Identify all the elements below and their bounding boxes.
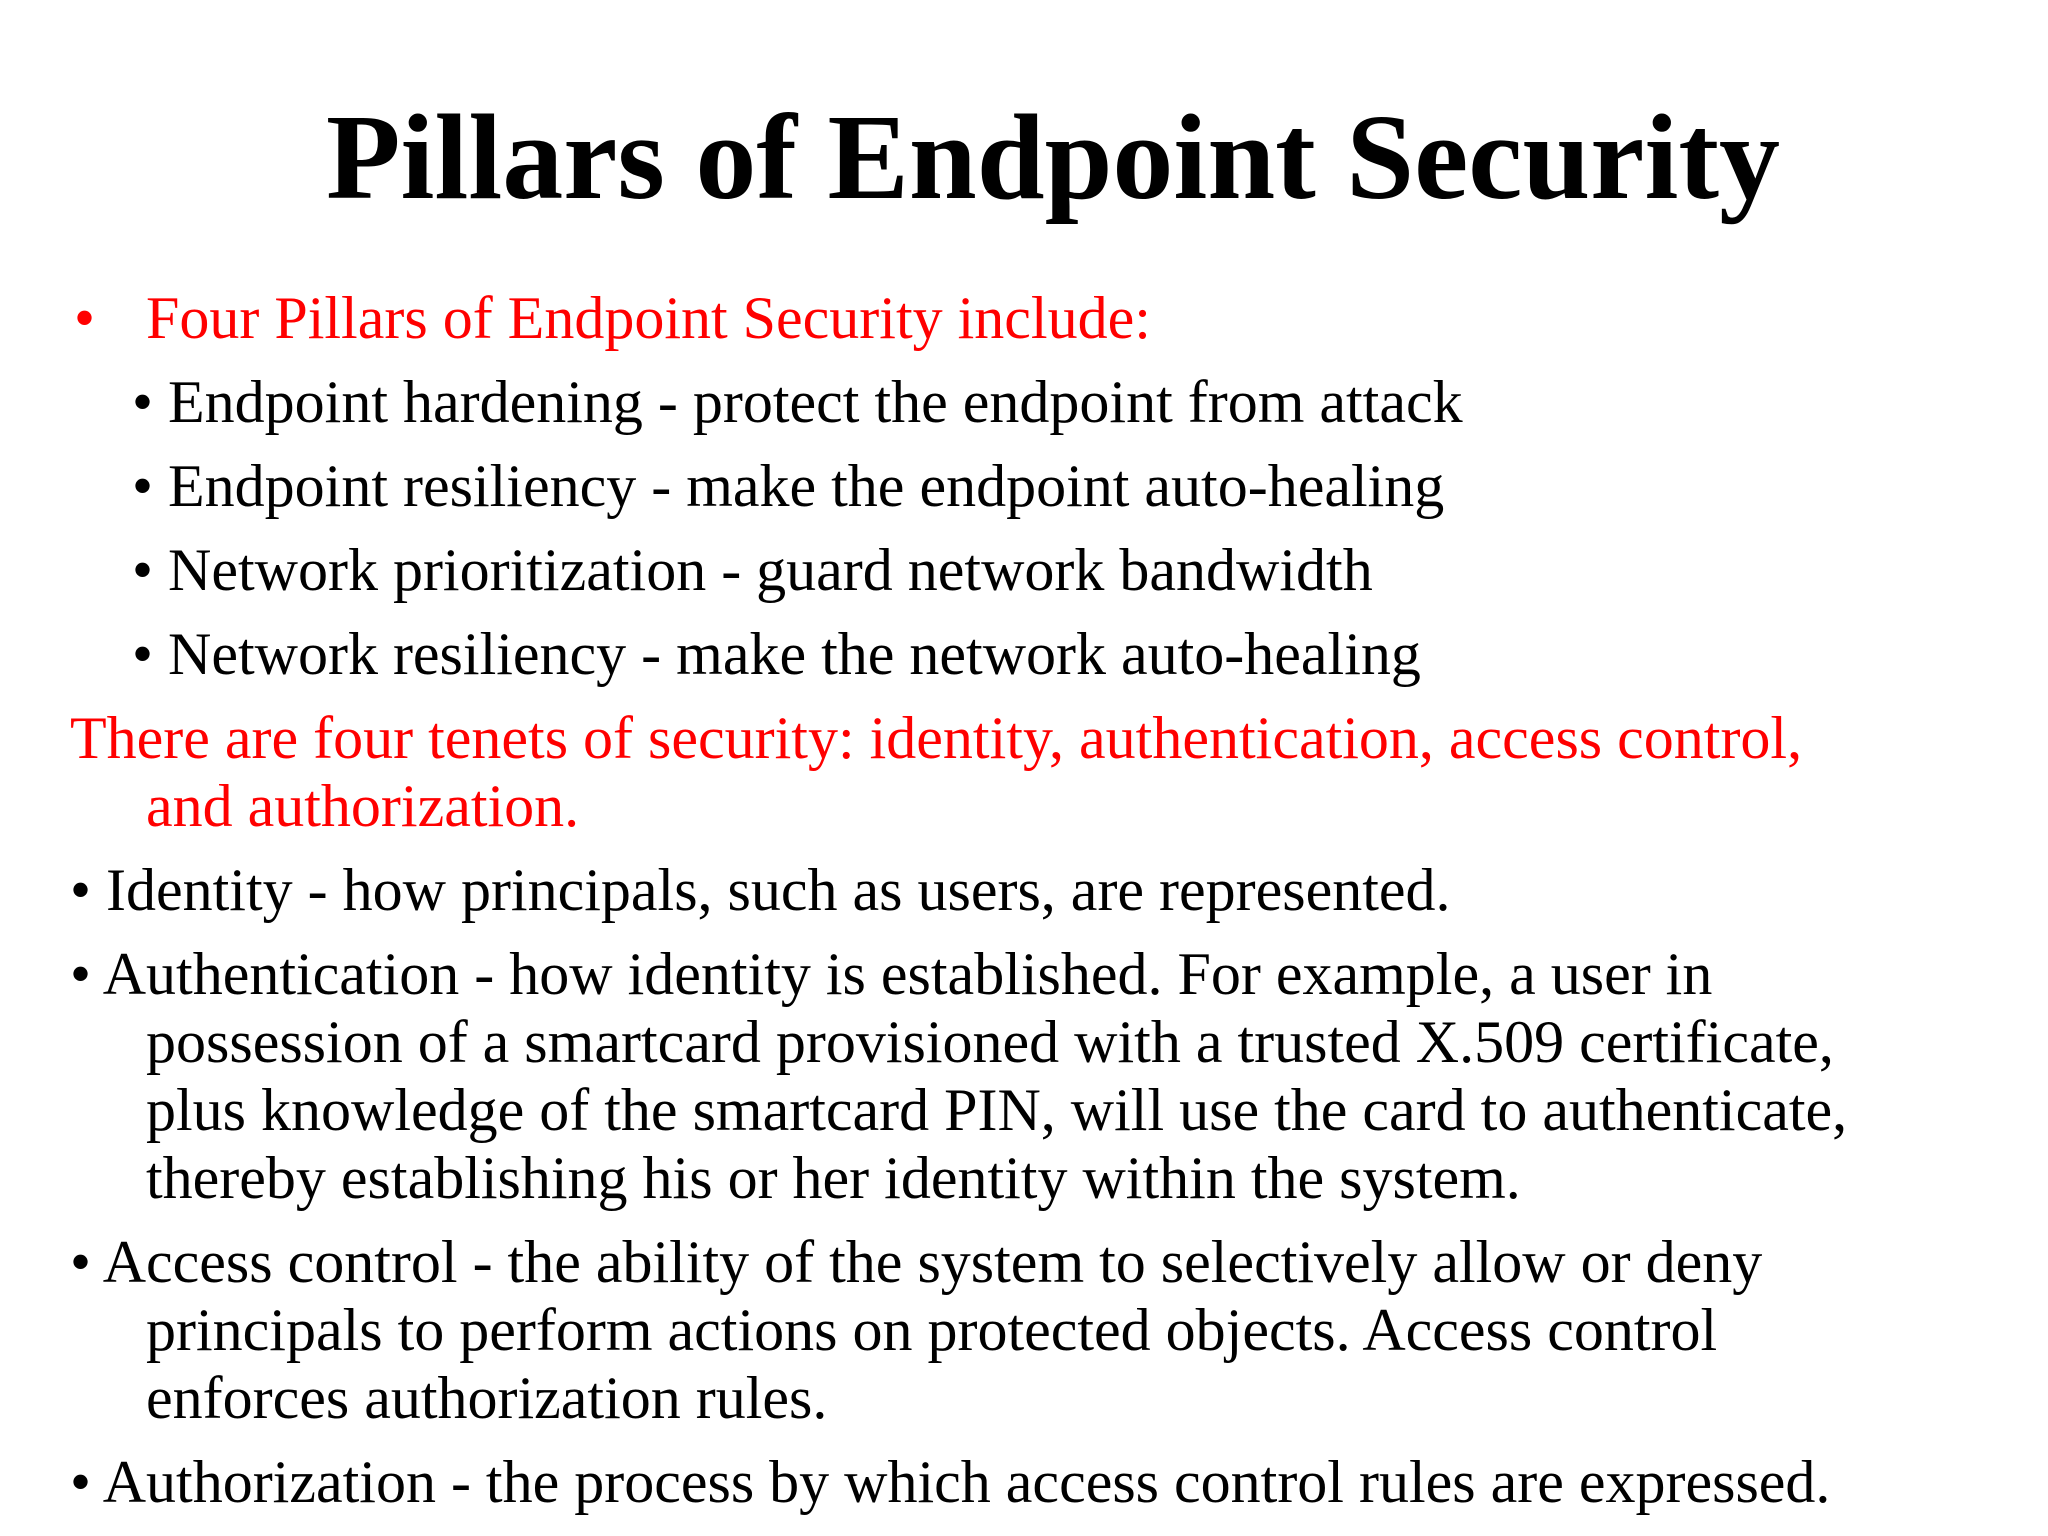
pillar-item-hardening: • Endpoint hardening - protect the endpoint from attack (132, 369, 1463, 435)
tenet-authentication-line-2: possession of a smartcard provisioned with a trusted X.509 certificate, (146, 1009, 1834, 1075)
tenet-authentication-line-3: plus knowledge of the smartcard PIN, will use the card to authenticate, (146, 1077, 1848, 1143)
pillar-item-endpoint-resiliency: • Endpoint resiliency - make the endpoint auto-healing (132, 453, 1445, 519)
tenet-authentication-line-1: • Authentication - how identity is established. For example, a user in (70, 941, 1713, 1007)
tenet-access-control-line-2: principals to perform actions on protected objects. Access control (146, 1297, 1718, 1363)
tenet-access-control-line-3: enforces authorization rules. (146, 1365, 828, 1431)
pillar-item-network-resiliency: • Network resiliency - make the network auto-healing (132, 621, 1421, 687)
lead-bullet: • (74, 285, 96, 351)
pillar-item-network-prioritization: • Network prioritization - guard network bandwidth (132, 537, 1373, 603)
tenet-authorization: • Authorization - the process by which access control rules are expressed. (70, 1449, 1831, 1515)
tenet-authentication-line-4: thereby establishing his or her identity within the system. (146, 1145, 1521, 1211)
tenets-intro-line-2: and authorization. (146, 773, 580, 839)
tenet-access-control-line-1: • Access control - the ability of the system to selectively allow or deny (70, 1229, 1763, 1295)
slide-title: Pillars of Endpoint Security (326, 90, 1780, 225)
tenet-identity: • Identity - how principals, such as users, are represented. (70, 857, 1451, 923)
lead-text: Four Pillars of Endpoint Security include: (146, 285, 1151, 351)
tenets-intro-line-1: There are four tenets of security: identity, authentication, access control, (70, 705, 1803, 771)
